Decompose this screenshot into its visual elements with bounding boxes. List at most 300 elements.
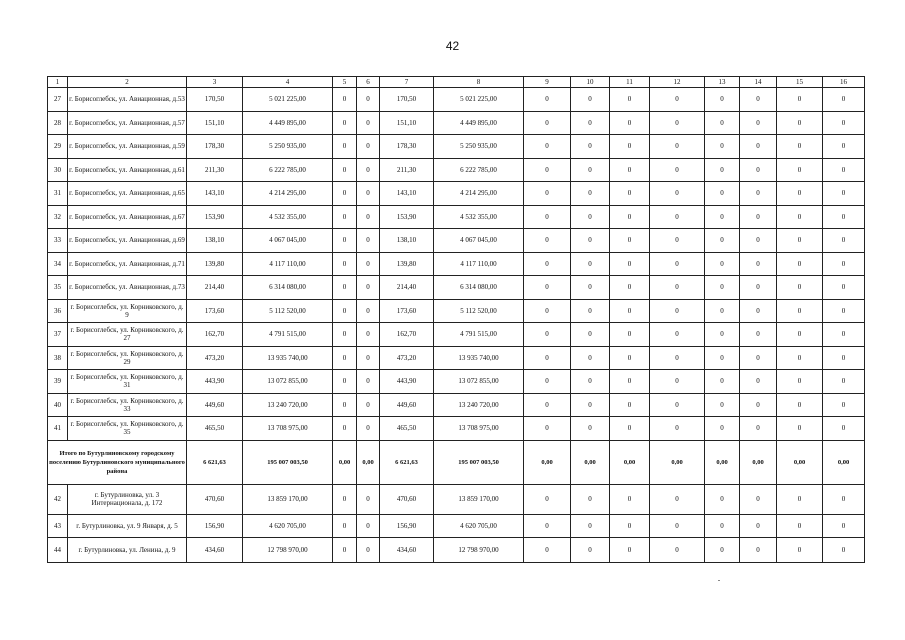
table-cell: 139,80 bbox=[187, 252, 243, 276]
table-cell: 0 bbox=[357, 205, 380, 229]
table-cell: 0 bbox=[357, 252, 380, 276]
row-number-cell: 27 bbox=[48, 88, 68, 112]
table-cell: 0 bbox=[650, 158, 705, 182]
table-cell: 434,60 bbox=[380, 538, 434, 563]
table-cell: 0 bbox=[524, 323, 571, 347]
table-cell: 0 bbox=[650, 538, 705, 563]
table-cell: 0 bbox=[740, 370, 777, 394]
address-cell: г. Борисоглебск, ул. Корниковского, д. 33 bbox=[68, 393, 187, 417]
table-cell: 0 bbox=[357, 111, 380, 135]
table-cell: 0 bbox=[571, 484, 610, 514]
table-cell: 0 bbox=[357, 514, 380, 538]
table-cell: 0 bbox=[650, 346, 705, 370]
table-row bbox=[48, 393, 865, 417]
address-cell: г. Борисоглебск, ул. Авиационная, д.69 bbox=[68, 229, 187, 253]
table-cell: 0,00 bbox=[333, 440, 357, 484]
table-cell: 0 bbox=[610, 182, 650, 206]
table-cell: 0 bbox=[610, 229, 650, 253]
table-cell: 0 bbox=[610, 158, 650, 182]
table-cell: 0,00 bbox=[705, 440, 740, 484]
table-cell: 0 bbox=[357, 417, 380, 441]
row-number-cell: 30 bbox=[48, 158, 68, 182]
table-cell: 473,20 bbox=[380, 346, 434, 370]
address-cell: г. Борисоглебск, ул. Авиационная, д.61 bbox=[68, 158, 187, 182]
table-cell: 178,30 bbox=[187, 135, 243, 159]
table-cell: 0 bbox=[571, 252, 610, 276]
table-cell: 0 bbox=[823, 276, 865, 300]
table-cell: 465,50 bbox=[380, 417, 434, 441]
table-row bbox=[48, 111, 865, 135]
row-number-cell: 28 bbox=[48, 111, 68, 135]
table-cell: 0 bbox=[524, 370, 571, 394]
address-cell: г. Борисоглебск, ул. Авиационная, д.59 bbox=[68, 135, 187, 159]
row-number-cell: 41 bbox=[48, 417, 68, 441]
table-cell: 13 935 740,00 bbox=[243, 346, 333, 370]
table-cell: 139,80 bbox=[380, 252, 434, 276]
table-cell: 0 bbox=[650, 182, 705, 206]
table-cell: 0 bbox=[333, 299, 357, 323]
table-cell: 5 250 935,00 bbox=[434, 135, 524, 159]
row-number-cell: 40 bbox=[48, 393, 68, 417]
row-number-cell: 38 bbox=[48, 346, 68, 370]
table-cell: 0 bbox=[823, 393, 865, 417]
table-cell: 4 214 295,00 bbox=[243, 182, 333, 206]
table-cell: 0,00 bbox=[610, 440, 650, 484]
table-cell: 4 532 355,00 bbox=[243, 205, 333, 229]
table-cell: 0 bbox=[357, 182, 380, 206]
table-cell: 0 bbox=[740, 484, 777, 514]
table-cell: 0 bbox=[333, 514, 357, 538]
table-cell: 0 bbox=[571, 393, 610, 417]
table-cell: 0 bbox=[823, 323, 865, 347]
table-cell: 0 bbox=[823, 111, 865, 135]
table-cell: 0 bbox=[705, 111, 740, 135]
table-cell: 0 bbox=[823, 158, 865, 182]
table-cell: 195 007 003,50 bbox=[243, 440, 333, 484]
table-cell: 6 222 785,00 bbox=[434, 158, 524, 182]
table-cell: 13 240 720,00 bbox=[434, 393, 524, 417]
table-cell: 0 bbox=[740, 299, 777, 323]
table-cell: 0 bbox=[823, 346, 865, 370]
table-cell: 0 bbox=[740, 252, 777, 276]
table-cell: 0 bbox=[610, 205, 650, 229]
table-cell: 0 bbox=[610, 417, 650, 441]
table-cell: 0 bbox=[610, 538, 650, 563]
table-cell: 0 bbox=[333, 417, 357, 441]
table-cell: 0 bbox=[571, 538, 610, 563]
table-cell: 153,90 bbox=[187, 205, 243, 229]
table-cell: 0 bbox=[650, 514, 705, 538]
table-cell: 0 bbox=[333, 252, 357, 276]
row-number-cell: 29 bbox=[48, 135, 68, 159]
table-cell: 0,00 bbox=[571, 440, 610, 484]
table-cell: 0 bbox=[333, 276, 357, 300]
table-cell: 0 bbox=[610, 370, 650, 394]
column-header: 13 bbox=[705, 77, 740, 88]
table-cell: 0 bbox=[777, 417, 823, 441]
table-cell: 0 bbox=[650, 323, 705, 347]
table-cell: 470,60 bbox=[380, 484, 434, 514]
table-cell: 0 bbox=[823, 484, 865, 514]
address-cell: г. Борисоглебск, ул. Авиационная, д.67 bbox=[68, 205, 187, 229]
row-number-cell: 35 bbox=[48, 276, 68, 300]
table-row bbox=[48, 538, 865, 563]
table-cell: 0 bbox=[705, 514, 740, 538]
table-cell: 0 bbox=[524, 299, 571, 323]
table-cell: 0 bbox=[705, 484, 740, 514]
table-cell: 0 bbox=[357, 346, 380, 370]
table-cell: 0 bbox=[777, 111, 823, 135]
table-cell: 4 791 515,00 bbox=[243, 323, 333, 347]
table-cell: 0 bbox=[524, 111, 571, 135]
table-cell: 0 bbox=[650, 135, 705, 159]
table-cell: 5 250 935,00 bbox=[243, 135, 333, 159]
table-cell: 0 bbox=[357, 158, 380, 182]
table-cell: 443,90 bbox=[187, 370, 243, 394]
table-cell: 178,30 bbox=[380, 135, 434, 159]
table-cell: 0 bbox=[777, 299, 823, 323]
table-cell: 173,60 bbox=[380, 299, 434, 323]
table-cell: 0 bbox=[777, 370, 823, 394]
column-header: 4 bbox=[243, 77, 333, 88]
table-cell: 0 bbox=[740, 346, 777, 370]
table-cell: 0 bbox=[333, 484, 357, 514]
table-cell: 12 798 970,00 bbox=[243, 538, 333, 563]
table-cell: 0 bbox=[357, 484, 380, 514]
table-cell: 0 bbox=[650, 299, 705, 323]
table-cell: 0 bbox=[777, 205, 823, 229]
table-row bbox=[48, 229, 865, 253]
table-cell: 4 067 045,00 bbox=[434, 229, 524, 253]
row-number-cell: 43 bbox=[48, 514, 68, 538]
table-cell: 0 bbox=[740, 182, 777, 206]
table-cell: 0 bbox=[823, 229, 865, 253]
table-cell: 0 bbox=[524, 229, 571, 253]
table-cell: 13 859 170,00 bbox=[434, 484, 524, 514]
table-cell: 0 bbox=[777, 229, 823, 253]
table-cell: 151,10 bbox=[187, 111, 243, 135]
table-cell: 162,70 bbox=[380, 323, 434, 347]
table-cell: 156,90 bbox=[380, 514, 434, 538]
table-cell: 470,60 bbox=[187, 484, 243, 514]
address-cell: г. Борисоглебск, ул. Авиационная, д.57 bbox=[68, 111, 187, 135]
table-cell: 214,40 bbox=[380, 276, 434, 300]
table-cell: 0 bbox=[571, 182, 610, 206]
table-cell: 5 112 520,00 bbox=[243, 299, 333, 323]
table-cell: 0 bbox=[333, 135, 357, 159]
table-cell: 13 072 855,00 bbox=[434, 370, 524, 394]
table-cell: 0 bbox=[610, 346, 650, 370]
table-cell: 0 bbox=[777, 538, 823, 563]
table-cell: 0 bbox=[524, 538, 571, 563]
table-cell: 0,00 bbox=[357, 440, 380, 484]
address-cell: г. Борисоглебск, ул. Корниковского, д. 31 bbox=[68, 370, 187, 394]
address-cell: г. Бутурлиновка, ул. 3 Интернационала, д. 172 bbox=[68, 484, 187, 514]
row-number-cell: 36 bbox=[48, 299, 68, 323]
table-cell: 0 bbox=[705, 205, 740, 229]
table-cell: 0 bbox=[823, 538, 865, 563]
table-cell: 0 bbox=[740, 514, 777, 538]
table-cell: 0 bbox=[571, 323, 610, 347]
table-cell: 170,50 bbox=[380, 88, 434, 112]
column-header: 1 bbox=[48, 77, 68, 88]
table-cell: 4 532 355,00 bbox=[434, 205, 524, 229]
subtotal-label: Итого по Бутурлиновскому городскому поселению Бутурлиновского муниципального района bbox=[48, 440, 187, 484]
table-cell: 0 bbox=[650, 111, 705, 135]
table-cell: 0 bbox=[740, 158, 777, 182]
row-number-cell: 32 bbox=[48, 205, 68, 229]
table-cell: 0 bbox=[333, 205, 357, 229]
table-cell: 0 bbox=[610, 514, 650, 538]
table-row bbox=[48, 205, 865, 229]
table-cell: 0 bbox=[357, 88, 380, 112]
table-cell: 162,70 bbox=[187, 323, 243, 347]
table-cell: 4 449 895,00 bbox=[243, 111, 333, 135]
table-cell: 0 bbox=[705, 370, 740, 394]
table-cell: 0 bbox=[610, 393, 650, 417]
table-cell: 0 bbox=[333, 158, 357, 182]
address-cell: г. Борисоглебск, ул. Корниковского, д. 9 bbox=[68, 299, 187, 323]
table-row bbox=[48, 158, 865, 182]
table-cell: 0 bbox=[333, 393, 357, 417]
table-cell: 0 bbox=[571, 111, 610, 135]
table-cell: 0 bbox=[357, 276, 380, 300]
table-cell: 13 072 855,00 bbox=[243, 370, 333, 394]
table-cell: 0 bbox=[524, 252, 571, 276]
table-cell: 0 bbox=[333, 346, 357, 370]
table-cell: 0 bbox=[333, 182, 357, 206]
table-row bbox=[48, 370, 865, 394]
table-cell: 0 bbox=[705, 88, 740, 112]
table-cell: 4 067 045,00 bbox=[243, 229, 333, 253]
table-row bbox=[48, 88, 865, 112]
column-header: 16 bbox=[823, 77, 865, 88]
column-header: 14 bbox=[740, 77, 777, 88]
table-cell: 0 bbox=[740, 417, 777, 441]
table-cell: 214,40 bbox=[187, 276, 243, 300]
table-cell: 434,60 bbox=[187, 538, 243, 563]
table-cell: 13 240 720,00 bbox=[243, 393, 333, 417]
table-cell: 173,60 bbox=[187, 299, 243, 323]
table-row bbox=[48, 323, 865, 347]
table-cell: 0 bbox=[650, 370, 705, 394]
column-header: 2 bbox=[68, 77, 187, 88]
table-cell: 0 bbox=[777, 323, 823, 347]
row-number-cell: 44 bbox=[48, 538, 68, 563]
table-cell: 6 314 080,00 bbox=[243, 276, 333, 300]
table-cell: 0 bbox=[705, 158, 740, 182]
table-cell: 153,90 bbox=[380, 205, 434, 229]
table-cell: 0 bbox=[740, 229, 777, 253]
column-header: 3 bbox=[187, 77, 243, 88]
table-cell: 449,60 bbox=[380, 393, 434, 417]
table-cell: 6 621,63 bbox=[187, 440, 243, 484]
column-header: 8 bbox=[434, 77, 524, 88]
table-cell: 6 222 785,00 bbox=[243, 158, 333, 182]
table-cell: 0 bbox=[740, 393, 777, 417]
table-cell: 0 bbox=[777, 346, 823, 370]
table-cell: 143,10 bbox=[380, 182, 434, 206]
table-cell: 0 bbox=[524, 88, 571, 112]
housing-register-table bbox=[47, 76, 865, 563]
table-cell: 4 117 110,00 bbox=[243, 252, 333, 276]
table-cell: 0 bbox=[650, 276, 705, 300]
table-cell: 4 449 895,00 bbox=[434, 111, 524, 135]
table-cell: 4 117 110,00 bbox=[434, 252, 524, 276]
table-cell: 0 bbox=[571, 88, 610, 112]
table-cell: 0 bbox=[524, 417, 571, 441]
table-cell: 0 bbox=[740, 135, 777, 159]
table-cell: 0 bbox=[571, 514, 610, 538]
table-cell: 0 bbox=[333, 370, 357, 394]
table-cell: 0 bbox=[357, 538, 380, 563]
table-cell: 0 bbox=[740, 88, 777, 112]
table-cell: 5 021 225,00 bbox=[243, 88, 333, 112]
table-cell: 0 bbox=[357, 370, 380, 394]
column-header: 10 bbox=[571, 77, 610, 88]
table-cell: 0 bbox=[333, 323, 357, 347]
table-cell: 0 bbox=[571, 299, 610, 323]
table-cell: 5 112 520,00 bbox=[434, 299, 524, 323]
column-header: 7 bbox=[380, 77, 434, 88]
row-number-cell: 33 bbox=[48, 229, 68, 253]
table-cell: 0 bbox=[650, 417, 705, 441]
table-cell: 0 bbox=[705, 229, 740, 253]
subtotal-row bbox=[48, 440, 865, 484]
table-cell: 0 bbox=[357, 393, 380, 417]
table-cell: 13 708 975,00 bbox=[243, 417, 333, 441]
table-cell: 0,00 bbox=[823, 440, 865, 484]
column-number-row bbox=[48, 77, 865, 88]
table-cell: 0 bbox=[524, 205, 571, 229]
table-cell: 0 bbox=[777, 182, 823, 206]
column-header: 11 bbox=[610, 77, 650, 88]
table-cell: 0 bbox=[740, 205, 777, 229]
table-cell: 0 bbox=[777, 88, 823, 112]
column-header: 5 bbox=[333, 77, 357, 88]
row-number-cell: 39 bbox=[48, 370, 68, 394]
table-row bbox=[48, 135, 865, 159]
table-cell: 5 021 225,00 bbox=[434, 88, 524, 112]
table-cell: 0 bbox=[740, 323, 777, 347]
column-header: 15 bbox=[777, 77, 823, 88]
table-cell: 0 bbox=[823, 135, 865, 159]
table-cell: 0 bbox=[333, 88, 357, 112]
address-cell: г. Борисоглебск, ул. Авиационная, д.53 bbox=[68, 88, 187, 112]
table-cell: 0 bbox=[610, 323, 650, 347]
table-cell: 0 bbox=[571, 135, 610, 159]
address-cell: г. Бутурлиновка, ул. 9 Января, д. 5 bbox=[68, 514, 187, 538]
table-cell: 0 bbox=[650, 88, 705, 112]
table-cell: 0 bbox=[777, 252, 823, 276]
table-cell: 0 bbox=[333, 538, 357, 563]
table-cell: 0 bbox=[823, 370, 865, 394]
row-number-cell: 31 bbox=[48, 182, 68, 206]
table-cell: 0 bbox=[705, 393, 740, 417]
table-row bbox=[48, 484, 865, 514]
table-cell: 0 bbox=[705, 252, 740, 276]
table-cell: 156,90 bbox=[187, 514, 243, 538]
table-cell: 0 bbox=[610, 484, 650, 514]
table-cell: 13 935 740,00 bbox=[434, 346, 524, 370]
table-cell: 0 bbox=[357, 135, 380, 159]
table-cell: 0 bbox=[571, 417, 610, 441]
table-cell: 4 791 515,00 bbox=[434, 323, 524, 347]
table-cell: 6 621,63 bbox=[380, 440, 434, 484]
column-header: 12 bbox=[650, 77, 705, 88]
table-cell: 0 bbox=[610, 252, 650, 276]
table-cell: 0 bbox=[571, 229, 610, 253]
table-cell: 4 620 705,00 bbox=[243, 514, 333, 538]
table-cell: 0 bbox=[524, 276, 571, 300]
table-cell: 0 bbox=[740, 538, 777, 563]
table-row bbox=[48, 417, 865, 441]
table-cell: 0 bbox=[571, 158, 610, 182]
scan-artifact bbox=[718, 580, 720, 581]
address-cell: г. Борисоглебск, ул. Авиационная, д.65 bbox=[68, 182, 187, 206]
table-row bbox=[48, 182, 865, 206]
table-cell: 0 bbox=[571, 276, 610, 300]
table-cell: 0 bbox=[705, 276, 740, 300]
address-cell: г. Борисоглебск, ул. Корниковского, д. 35 bbox=[68, 417, 187, 441]
table-cell: 12 798 970,00 bbox=[434, 538, 524, 563]
table-cell: 0 bbox=[357, 299, 380, 323]
table-cell: 0 bbox=[705, 323, 740, 347]
table-cell: 151,10 bbox=[380, 111, 434, 135]
table-cell: 0 bbox=[524, 135, 571, 159]
table-cell: 0 bbox=[705, 538, 740, 563]
row-number-cell: 37 bbox=[48, 323, 68, 347]
table-cell: 0 bbox=[740, 111, 777, 135]
table-cell: 0 bbox=[610, 135, 650, 159]
table-cell: 0 bbox=[571, 205, 610, 229]
table-row bbox=[48, 299, 865, 323]
table-cell: 0 bbox=[705, 299, 740, 323]
table-cell: 465,50 bbox=[187, 417, 243, 441]
table-cell: 4 214 295,00 bbox=[434, 182, 524, 206]
table-cell: 0 bbox=[524, 346, 571, 370]
table-cell: 0 bbox=[705, 135, 740, 159]
table-cell: 195 007 003,50 bbox=[434, 440, 524, 484]
table-cell: 0 bbox=[705, 346, 740, 370]
table-cell: 0 bbox=[524, 484, 571, 514]
table-cell: 0 bbox=[823, 514, 865, 538]
table-cell: 138,10 bbox=[380, 229, 434, 253]
table-cell: 170,50 bbox=[187, 88, 243, 112]
address-cell: г. Борисоглебск, ул. Корниковского, д. 29 bbox=[68, 346, 187, 370]
table-cell: 0 bbox=[705, 417, 740, 441]
table-cell: 0 bbox=[705, 182, 740, 206]
row-number-cell: 42 bbox=[48, 484, 68, 514]
table-cell: 0,00 bbox=[777, 440, 823, 484]
address-cell: г. Бутурлиновка, ул. Ленина, д. 9 bbox=[68, 538, 187, 563]
table-cell: 0 bbox=[650, 393, 705, 417]
table-cell: 143,10 bbox=[187, 182, 243, 206]
table-cell: 13 708 975,00 bbox=[434, 417, 524, 441]
table-cell: 0 bbox=[823, 299, 865, 323]
table-cell: 0 bbox=[777, 158, 823, 182]
address-cell: г. Борисоглебск, ул. Авиационная, д.73 bbox=[68, 276, 187, 300]
table-cell: 0 bbox=[650, 229, 705, 253]
table-cell: 0 bbox=[357, 323, 380, 347]
address-cell: г. Борисоглебск, ул. Корниковского, д. 27 bbox=[68, 323, 187, 347]
table-cell: 449,60 bbox=[187, 393, 243, 417]
table-cell: 0 bbox=[777, 135, 823, 159]
page-number: 42 bbox=[445, 39, 460, 53]
column-header: 6 bbox=[357, 77, 380, 88]
table-cell: 211,30 bbox=[187, 158, 243, 182]
table-cell: 443,90 bbox=[380, 370, 434, 394]
